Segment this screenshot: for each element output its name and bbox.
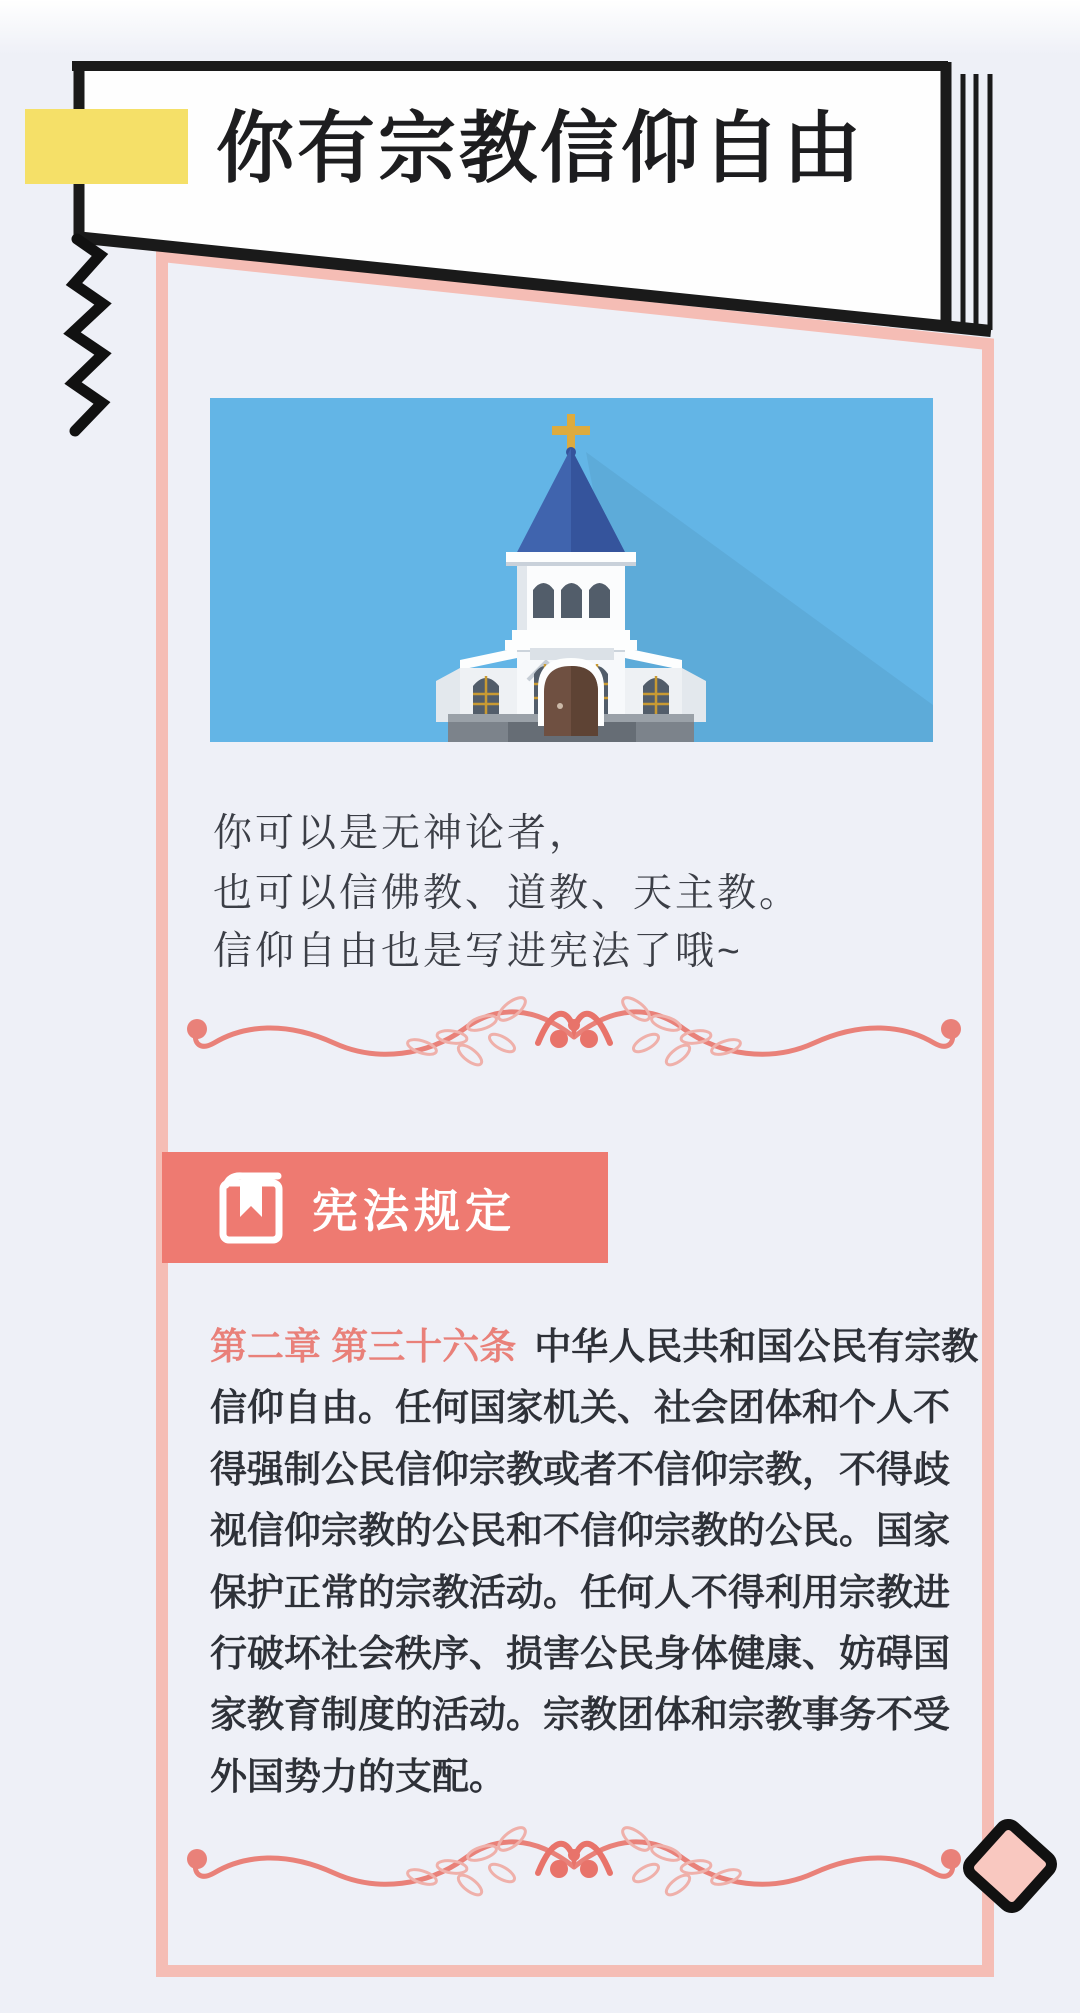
section-header-label: 宪法规定 — [312, 1184, 516, 1237]
divider-flourish-top — [187, 994, 961, 1069]
church-image — [210, 398, 933, 742]
corner-diamond-icon — [965, 1821, 1055, 1911]
zigzag-icon — [72, 239, 103, 431]
constitution-line: 家教育制度的活动。宗教团体和宗教事务不受 — [210, 1694, 950, 1736]
quote-line: 信仰自由也是写进宪法了哦~ — [213, 930, 743, 973]
constitution-line: 行破坏社会秩序、损害公民身体健康、妨碍国 — [210, 1633, 950, 1675]
book-icon — [218, 1171, 284, 1245]
constitution-line: 保护正常的宗教活动。任何人不得利用宗教进 — [210, 1571, 950, 1613]
divider-flourish-bottom — [187, 1824, 961, 1899]
constitution-line: 视信仰宗教的公民和不信仰宗教的公民。国家 — [210, 1510, 950, 1552]
quote-line: 也可以信佛教、道教、天主教。 — [213, 872, 802, 915]
constitution-line: 外国势力的支配。 — [210, 1755, 506, 1797]
quote-line: 你可以是无神论者， — [213, 812, 592, 855]
constitution-line: 信仰自由。任何国家机关、社会团体和个人不 — [210, 1387, 950, 1429]
constitution-line: 得强制公民信仰宗教或者不信仰宗教，不得歧 — [210, 1448, 950, 1490]
section-header — [162, 1152, 608, 1263]
article-number-label: 第二章 第三十六条 — [210, 1326, 517, 1367]
constitution-line: 第二章 第三十六条 中华人民共和国公民有宗教 — [210, 1326, 979, 1367]
page-title: 你有宗教信仰自由 — [215, 104, 864, 192]
constitution-text — [210, 1316, 979, 1807]
